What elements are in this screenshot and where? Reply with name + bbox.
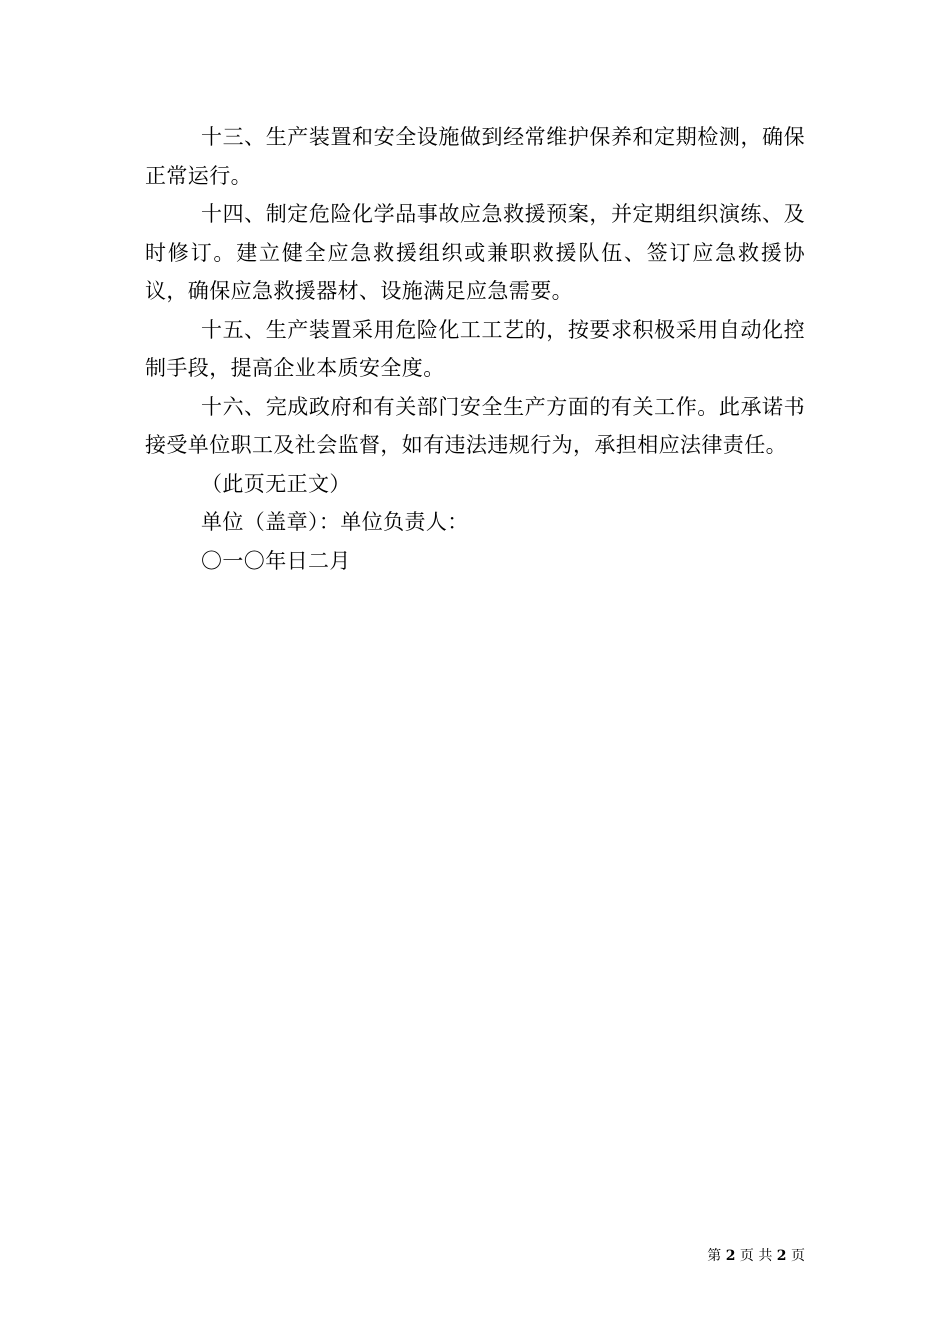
footer-suffix: 页 (791, 1248, 805, 1264)
page-number-footer (707, 1246, 805, 1266)
no-body-text-note: （此页无正文） (201, 471, 351, 496)
document-body (145, 118, 805, 580)
footer-prefix: 第 (707, 1248, 722, 1264)
paragraph-item-14: 十四、制定危险化学品事故应急救援预案，并定期组织演练、及时修订。建立健全应急救援组织或兼职救援队伍、签订应急救援协议，确保应急救援器材、设施满足应急需要。 (145, 202, 805, 303)
paragraph-item-16: 十六、完成政府和有关部门安全生产方面的有关工作。此承诺书接受单位职工及社会监督，如有违法违规行为，承担相应法律责任。 (145, 394, 805, 457)
signature-line: 单位（盖章）：单位负责人： (201, 510, 469, 534)
footer-current-page: 2 (725, 1248, 736, 1264)
footer-total-pages: 2 (776, 1248, 787, 1264)
paragraph-item-13: 十三、生产装置和安全设施做到经常维护保养和定期检测，确保正常运行。 (145, 125, 805, 188)
paragraph-item-15: 十五、生产装置采用危险化工工艺的，按要求积极采用自动化控制手段，提高企业本质安全度。 (145, 317, 805, 380)
date-line: 〇一〇年日二月 (201, 548, 351, 573)
footer-middle: 页 共 (739, 1248, 773, 1264)
